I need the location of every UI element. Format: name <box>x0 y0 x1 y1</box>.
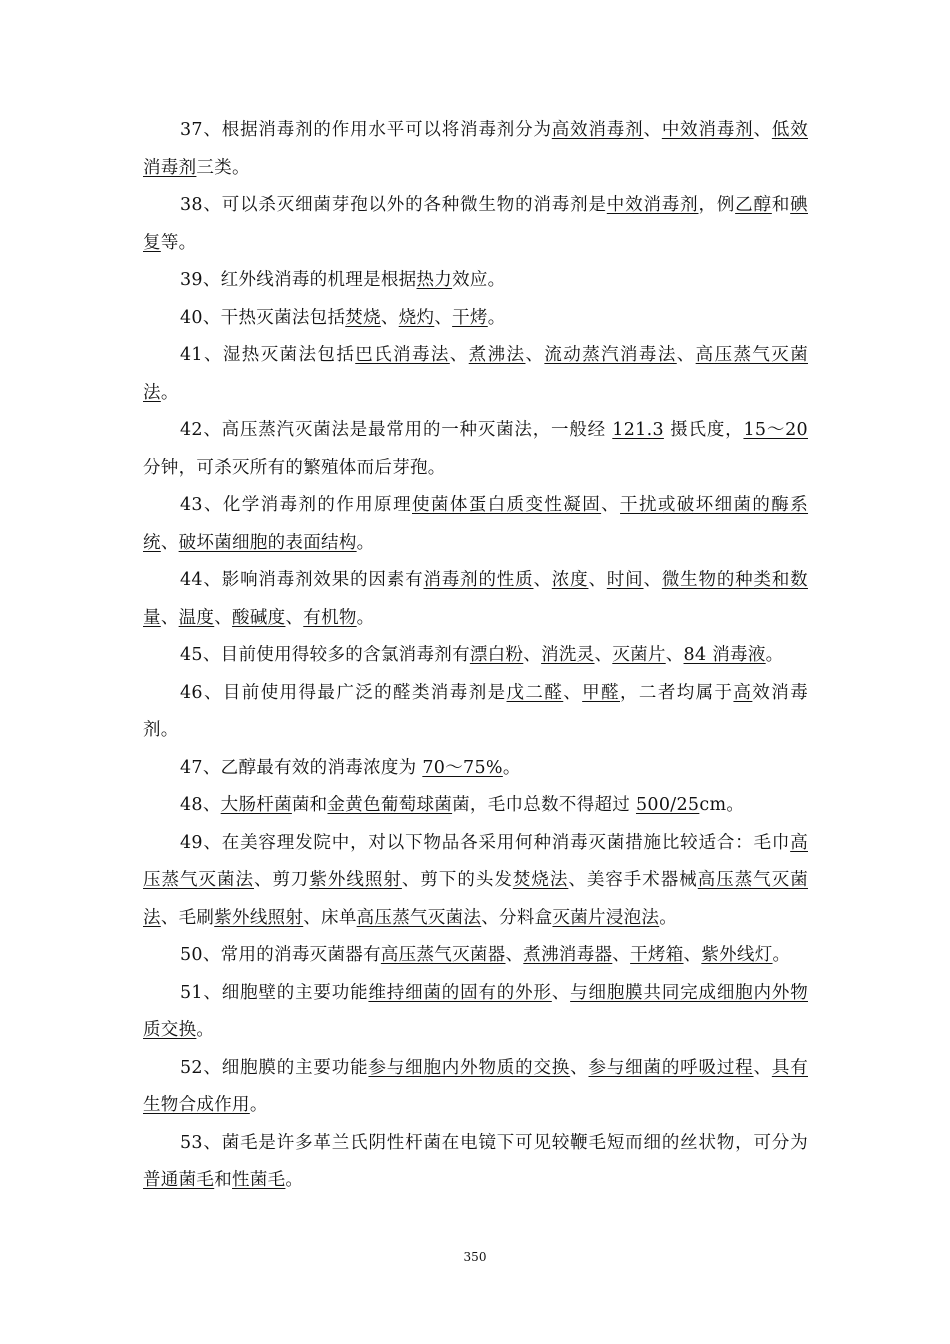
question-text: 菌，毛巾总数不得超过 <box>452 795 636 815</box>
question-text: 41、湿热灭菌法包括 <box>180 345 356 365</box>
answer-blank: 灭菌片浸泡法 <box>552 907 660 928</box>
answer-blank: 121.3 <box>612 420 664 440</box>
question-text: 、 <box>676 345 696 365</box>
answer-blank: 使菌体蛋白质变性凝固 <box>412 495 602 515</box>
answer-blank: 高 <box>733 682 753 703</box>
question-text: 、美容手术器械 <box>568 870 698 890</box>
question-text: 、毛刷 <box>160 907 215 928</box>
answer-blank: 时间 <box>606 570 644 590</box>
question-text: 、 <box>505 945 524 965</box>
answer-blank: 高压蒸气灭菌器 <box>380 945 506 965</box>
question-text: 46、目前使用得最广泛的醛类消毒剂是 <box>180 682 507 703</box>
question-text: 、 <box>665 645 684 665</box>
answer-blank: 中效消毒剂 <box>661 120 754 140</box>
answer-blank: 紫外线照射 <box>309 870 402 890</box>
answer-blank: 干扰或破坏细菌的酶系统 <box>143 495 809 553</box>
answer-blank: 维持细菌的固有的外形 <box>368 982 552 1003</box>
question-item <box>143 637 808 675</box>
answer-blank: 乙醇 <box>735 195 772 215</box>
answer-blank: 干烤 <box>452 307 488 328</box>
answer-blank: 紫外线照射 <box>214 907 304 928</box>
answer-blank: 温度 <box>178 607 215 628</box>
answer-blank: 高压蒸气灭菌法 <box>143 832 808 890</box>
question-text: 48、 <box>180 795 221 815</box>
answer-blank: 高压蒸气灭菌法 <box>143 870 809 928</box>
question-text: 。 <box>196 1020 215 1040</box>
answer-blank: 甲醛 <box>582 682 620 703</box>
answer-blank: 有机物 <box>303 607 357 628</box>
question-text: 、剪刀 <box>253 870 310 890</box>
answer-blank: 普通菌毛 <box>143 1170 215 1190</box>
question-text: 等。 <box>160 232 197 253</box>
document-body <box>143 112 808 1200</box>
question-text: 。 <box>487 307 506 328</box>
answer-blank: 消洗灵 <box>541 645 595 665</box>
answer-blank: 500/25 <box>635 795 700 815</box>
question-text: 、 <box>643 570 662 590</box>
question-text: 、 <box>214 607 233 628</box>
answer-blank: 漂白粉 <box>469 645 524 665</box>
question-text: 51、细胞壁的主要功能 <box>180 982 369 1003</box>
answer-blank: 浓度 <box>551 570 589 590</box>
answer-blank: 戊二醛 <box>506 682 564 703</box>
question-text: 。 <box>356 532 375 553</box>
question-item <box>143 412 808 487</box>
question-text: 39、红外线消毒的机理是根据 <box>180 270 417 290</box>
question-text: 、 <box>753 1057 772 1078</box>
question-item <box>143 937 808 975</box>
answer-blank: 紫外线灯 <box>701 945 773 965</box>
question-text: 。 <box>160 382 179 403</box>
question-text: 、 <box>601 495 621 515</box>
question-item <box>143 337 808 412</box>
question-text: 、 <box>551 982 571 1003</box>
question-text: 、 <box>380 307 399 328</box>
question-text: 、 <box>563 682 583 703</box>
question-text: 、 <box>285 607 304 628</box>
answer-blank: 参与细菌的呼吸过程 <box>588 1057 754 1078</box>
page-number: 350 <box>463 1250 487 1264</box>
question-item <box>143 1050 808 1125</box>
question-text: 50、常用的消毒灭菌器有 <box>180 945 381 965</box>
answer-blank: 高压蒸气灭菌法 <box>356 907 482 928</box>
question-text: 、 <box>753 120 772 140</box>
question-text: 分钟，可杀灭所有的繁殖体而后芽孢。 <box>143 457 446 478</box>
question-text: 、 <box>612 945 631 965</box>
question-item <box>143 262 808 300</box>
answer-blank: 参与细胞内外物质的交换 <box>368 1057 571 1078</box>
question-text: 、 <box>160 532 179 553</box>
question-item <box>143 787 808 825</box>
question-text: 47、乙醇最有效的消毒浓度为 <box>180 757 423 778</box>
question-text: 52、细胞膜的主要功能 <box>180 1057 369 1078</box>
question-item <box>143 675 808 750</box>
question-text: 三类。 <box>196 157 250 178</box>
answer-blank: 干烤箱 <box>630 945 684 965</box>
question-text: 效应。 <box>452 270 506 290</box>
question-item <box>143 187 808 262</box>
question-text: 。 <box>772 945 791 965</box>
question-text: 。 <box>285 1170 304 1190</box>
question-item <box>143 975 808 1050</box>
question-text: 37、根据消毒剂的作用水平可以将消毒剂分为 <box>180 120 552 140</box>
question-text: 、 <box>525 345 545 365</box>
question-text: cm。 <box>699 795 745 815</box>
answer-blank: 热力 <box>416 270 453 290</box>
answer-blank: 巴氏消毒法 <box>355 345 450 365</box>
question-text: 、 <box>570 1057 589 1078</box>
answer-blank: 煮沸法 <box>468 345 526 365</box>
answer-blank: 焚烧 <box>345 307 381 328</box>
question-text: 、 <box>434 307 453 328</box>
answer-blank: 具有生物合成作用 <box>143 1057 808 1115</box>
answer-blank: 焚烧法 <box>512 870 569 890</box>
answer-blank: 微生物的种类和数量 <box>143 570 808 628</box>
question-text: 43、化学消毒剂的作用原理 <box>180 495 412 515</box>
answer-blank: 酸碱度 <box>232 607 286 628</box>
question-item <box>143 1125 808 1200</box>
question-text: ，例 <box>698 195 736 215</box>
question-text: 、 <box>533 570 552 590</box>
answer-blank: 中效消毒剂 <box>606 195 699 215</box>
answer-blank: 70～75% <box>422 757 503 778</box>
question-text: 和 <box>214 1170 233 1190</box>
answer-blank: 15～20 <box>743 420 808 440</box>
question-text: 。 <box>249 1095 268 1115</box>
question-item <box>143 300 808 338</box>
question-text: 。 <box>356 607 375 628</box>
question-text: 44、影响消毒剂效果的因素有 <box>180 570 424 590</box>
answer-blank: 流动蒸汽消毒法 <box>544 345 677 365</box>
question-text: 。 <box>765 645 784 665</box>
answer-blank: 高效消毒剂 <box>551 120 644 140</box>
question-text: 、 <box>588 570 607 590</box>
question-text: 、剪下的头发 <box>401 870 513 890</box>
answer-blank: 煮沸消毒器 <box>523 945 613 965</box>
answer-blank: 大肠杆菌 <box>220 795 292 815</box>
question-text: 。 <box>502 757 521 778</box>
question-item <box>143 487 808 562</box>
question-text: 40、干热灭菌法包括 <box>180 307 346 328</box>
question-text: 49、在美容理发院中，对以下物品各采用何种消毒灭菌措施比较适合：毛巾 <box>180 832 791 853</box>
question-item <box>143 112 808 187</box>
question-item <box>143 750 808 788</box>
answer-blank: 碘复 <box>143 195 808 253</box>
question-text: 、分料盒 <box>481 907 553 928</box>
question-item <box>143 562 808 637</box>
answer-blank: 低效消毒剂 <box>143 120 808 178</box>
question-text: 、 <box>449 345 469 365</box>
question-text: 。 <box>659 907 678 928</box>
answer-blank: 金黄色葡萄球菌 <box>327 795 453 815</box>
answer-blank: 高压蒸气灭菌法 <box>143 345 808 403</box>
question-text: 和 <box>771 195 791 215</box>
question-text: 菌和 <box>291 795 328 815</box>
question-text: 摄氏度， <box>663 420 744 440</box>
question-text: 、 <box>683 945 702 965</box>
answer-blank: 烧灼 <box>398 307 435 328</box>
answer-blank: 与细胞膜共同完成细胞内外物质交换 <box>143 982 808 1040</box>
answer-blank: 消毒剂的性质 <box>423 570 534 590</box>
question-text: 45、目前使用得较多的含氯消毒剂有 <box>180 645 470 665</box>
question-text: 42、高压蒸汽灭菌法是最常用的一种灭菌法，一般经 <box>180 420 613 440</box>
question-text: 、 <box>643 120 662 140</box>
answer-blank: 破坏菌细胞的表面结构 <box>178 532 357 553</box>
answer-blank: 性菌毛 <box>232 1170 286 1190</box>
question-text: 、 <box>160 607 179 628</box>
answer-blank: 84 消毒液 <box>683 645 766 665</box>
question-text: 38、可以杀灭细菌芽孢以外的各种微生物的消毒剂是 <box>180 195 607 215</box>
question-text: ，二者均属于 <box>620 682 734 703</box>
question-text: 、 <box>523 645 542 665</box>
question-text: 效消毒剂。 <box>143 682 808 740</box>
question-text: 53、菌毛是许多革兰氏阴性杆菌在电镜下可见较鞭毛短而细的丝状物，可分为 <box>180 1132 808 1153</box>
question-text: 、床单 <box>303 907 357 928</box>
question-item <box>143 825 808 938</box>
question-text: 、 <box>594 645 613 665</box>
answer-blank: 灭菌片 <box>612 645 666 665</box>
